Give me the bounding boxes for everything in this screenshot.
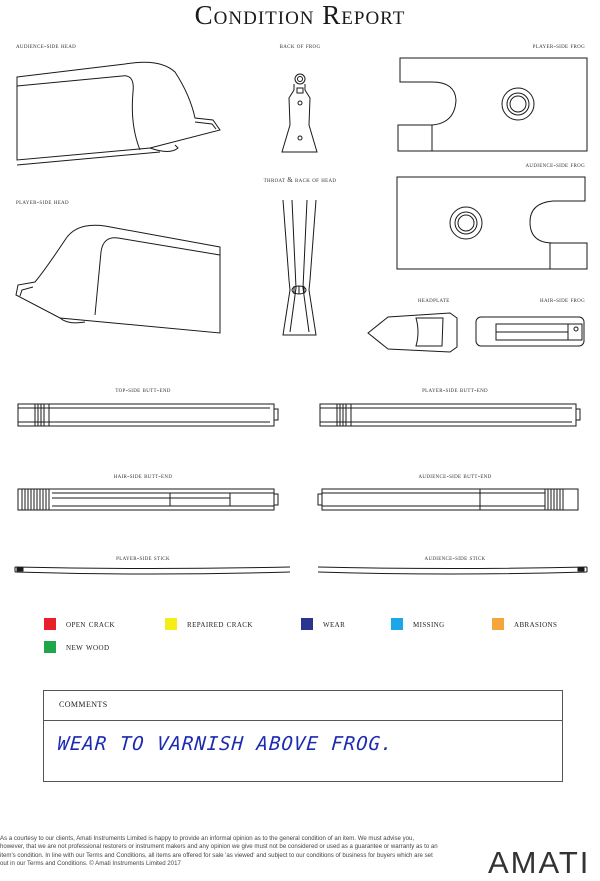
hair-side-frog-drawing xyxy=(476,317,584,346)
comments-box xyxy=(43,690,563,782)
amati-logo: AMATI xyxy=(488,845,591,880)
missing-swatch xyxy=(391,618,403,630)
legend-label: missing xyxy=(413,618,445,630)
label-top-side-butt-end: top-side butt-end xyxy=(115,386,171,394)
label-hair-side-butt-end: hair-side butt-end xyxy=(113,472,173,480)
disclaimer-text: As a courtesy to our clients, Amati Instruments Limited is happy to provide an informal opinion as to the general condition of an item. We must advise you, however, that we are not professional restorers or instrument makers and any opinion we give must not be considered or used as a guarantee or warranty as to an item's condition. In line with our Terms and Conditions, all items are offered for sale 'as viewed' and subject to our conditions of business for buyers which are set out in our Terms and Conditions. © Amati Instruments Limited 2017 xyxy=(0,835,438,868)
label-audience-side-frog: audience-side frog xyxy=(525,161,585,169)
label-player-side-frog: player-side frog xyxy=(532,42,585,50)
legend-open-crack xyxy=(44,618,115,630)
label-audience-side-stick: audience-side stick xyxy=(424,554,486,562)
legend-wear xyxy=(301,618,345,630)
audience-side-frog-drawing xyxy=(397,177,587,269)
legend-label: repaired crack xyxy=(187,618,253,630)
legend-abrasions xyxy=(492,618,557,630)
new-wood-swatch xyxy=(44,641,56,653)
legend-label: abrasions xyxy=(514,618,558,630)
legend-missing xyxy=(391,618,445,630)
legend-repaired-crack xyxy=(165,618,253,630)
player-side-butt-end-drawing xyxy=(320,404,580,426)
label-player-side-head: player-side head xyxy=(16,198,69,206)
label-headplate: headplate xyxy=(418,296,450,304)
wear-swatch xyxy=(301,618,313,630)
legend-label: open crack xyxy=(66,618,115,630)
hair-side-butt-end-drawing xyxy=(18,489,278,510)
legend-new-wood xyxy=(44,641,109,653)
legend-label: wear xyxy=(323,618,346,630)
repaired-crack-swatch xyxy=(165,618,177,630)
audience-side-head-drawing xyxy=(17,62,220,165)
headplate-drawing xyxy=(368,313,457,352)
label-back-of-frog: back of frog xyxy=(279,42,321,50)
label-hair-side-frog: hair-side frog xyxy=(540,296,585,304)
label-audience-side-head: audience-side head xyxy=(16,42,77,50)
comments-heading: comments xyxy=(44,691,562,721)
player-side-head-drawing xyxy=(16,225,220,333)
audience-side-stick-drawing xyxy=(318,567,587,574)
audience-side-butt-end-drawing xyxy=(318,489,578,510)
label-player-side-butt-end: player-side butt-end xyxy=(422,386,488,394)
open-crack-swatch xyxy=(44,618,56,630)
label-audience-side-butt-end: audience-side butt-end xyxy=(418,472,492,480)
back-of-frog-drawing xyxy=(282,74,317,152)
page-title: Condition Report xyxy=(194,0,406,30)
label-throat-back-of-head: throat & back of head xyxy=(263,176,337,184)
top-side-butt-end-drawing xyxy=(18,404,278,426)
legend-label: new wood xyxy=(66,641,110,653)
player-side-frog-drawing xyxy=(398,58,587,151)
comments-text[interactable]: WEAR TO VARNISH ABOVE FROG. xyxy=(56,733,395,755)
player-side-stick-drawing xyxy=(15,567,290,574)
throat-back-of-head-drawing xyxy=(283,200,316,335)
abrasions-swatch xyxy=(492,618,504,630)
label-player-side-stick: player-side stick xyxy=(116,554,170,562)
